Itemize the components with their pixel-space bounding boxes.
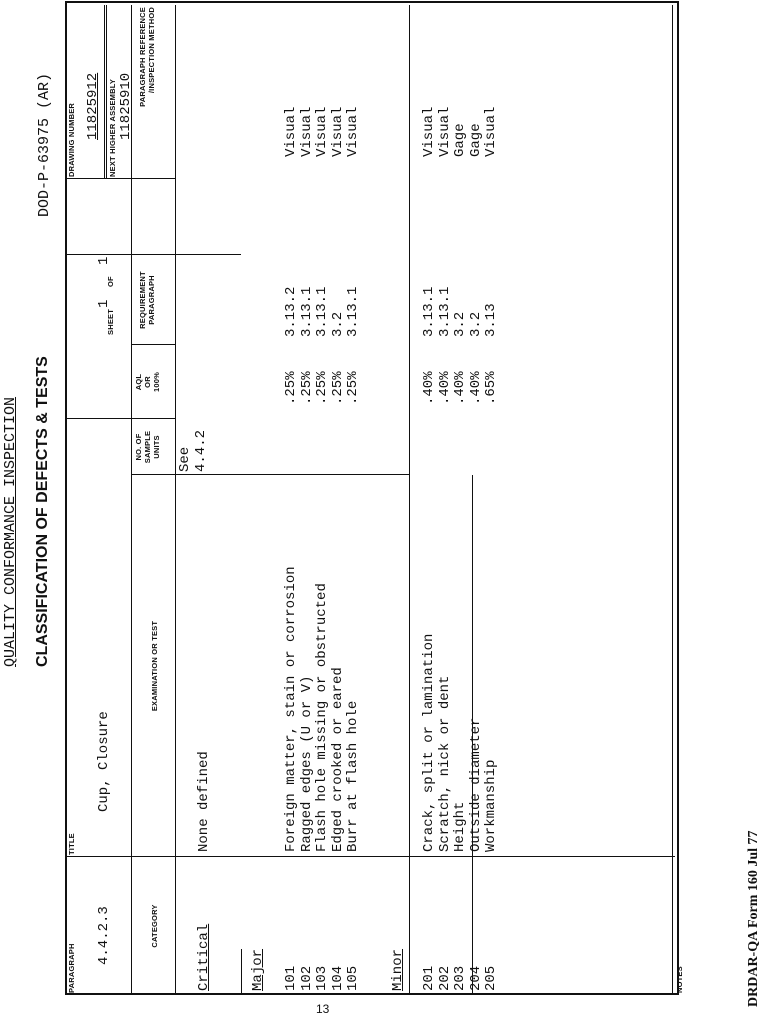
form-number: DRDAR-QA Form 160 Jul 77: [746, 830, 761, 1007]
minor-methods: Visual Visual Gage Gage Visual: [421, 106, 499, 157]
next-higher-assembly-value: 11825910: [118, 72, 134, 140]
minor-codes: 201 202 203 204 205: [421, 965, 499, 991]
sheet-of-label: OF: [106, 276, 115, 287]
category-critical: Critical: [196, 923, 212, 991]
drawing-number-value: 11825912: [85, 72, 101, 140]
major-aql: .25% .25% .25% .25% .25%: [283, 371, 361, 405]
paragraph-label: PARAGRAPH: [67, 943, 76, 993]
next-higher-assembly-label: NEXT HIGHER ASSEMBLY: [108, 78, 117, 177]
notes-label: NOTES: [675, 966, 684, 993]
sheet-label: SHEET: [106, 308, 115, 335]
minor-aql: .40% .40% .40% .40% .65%: [421, 371, 499, 405]
drawing-number-label: DRAWING NUMBER: [67, 102, 76, 177]
sheet-total: 1: [96, 256, 112, 265]
major-requirements: 3.13.2 3.13.1 3.13.1 3.2 3.13.1: [283, 286, 361, 337]
title-label: TITLE: [67, 833, 76, 855]
paragraph-reference-header: PARAGRAPH REFERENCE /INSPECTION METHOD: [138, 7, 156, 107]
classification-heading: CLASSIFICATION OF DEFECTS & TESTS: [34, 356, 51, 667]
minor-requirements: 3.13.1 3.13.1 3.2 3.2 3.13: [421, 286, 499, 337]
sample-units-header: NO. OF SAMPLE UNITS: [134, 430, 161, 464]
page-number: 13: [316, 1002, 330, 1016]
exam-or-test-header: EXAMINATION OR TEST: [150, 620, 159, 712]
minor-exams: Crack, split or lamination Scratch, nick or dent Height Outside diameter Workmanship: [421, 633, 499, 852]
sheet-number: 1: [96, 299, 112, 308]
document-id: DOD-P-63975 (AR): [36, 72, 53, 217]
major-exams: Foreign matter, stain or corrosion Ragged edges (U or V) Flash hole missing or obstructed Edged crooked or eared Burr at flash hole: [283, 566, 361, 852]
critical-exam: None defined: [196, 751, 212, 852]
aql-header: AQL OR 100%: [134, 372, 161, 392]
major-methods: Visual Visual Visual Visual Visual: [283, 106, 361, 157]
requirement-paragraph-header: REQUIREMENT PARAGRAPH: [138, 271, 156, 329]
quality-conformance-heading: QUALITY CONFORMANCE INSPECTION: [2, 396, 19, 667]
title-value: Cup, Closure: [96, 711, 112, 812]
category-minor: Minor: [390, 948, 406, 991]
sample-units-value: See 4.4.2: [177, 429, 209, 472]
category-header: CATEGORY: [150, 904, 159, 948]
major-codes: 101 102 103 104 105: [283, 965, 361, 991]
category-major: Major: [250, 948, 266, 991]
paragraph-value: 4.4.2.3: [96, 906, 112, 965]
